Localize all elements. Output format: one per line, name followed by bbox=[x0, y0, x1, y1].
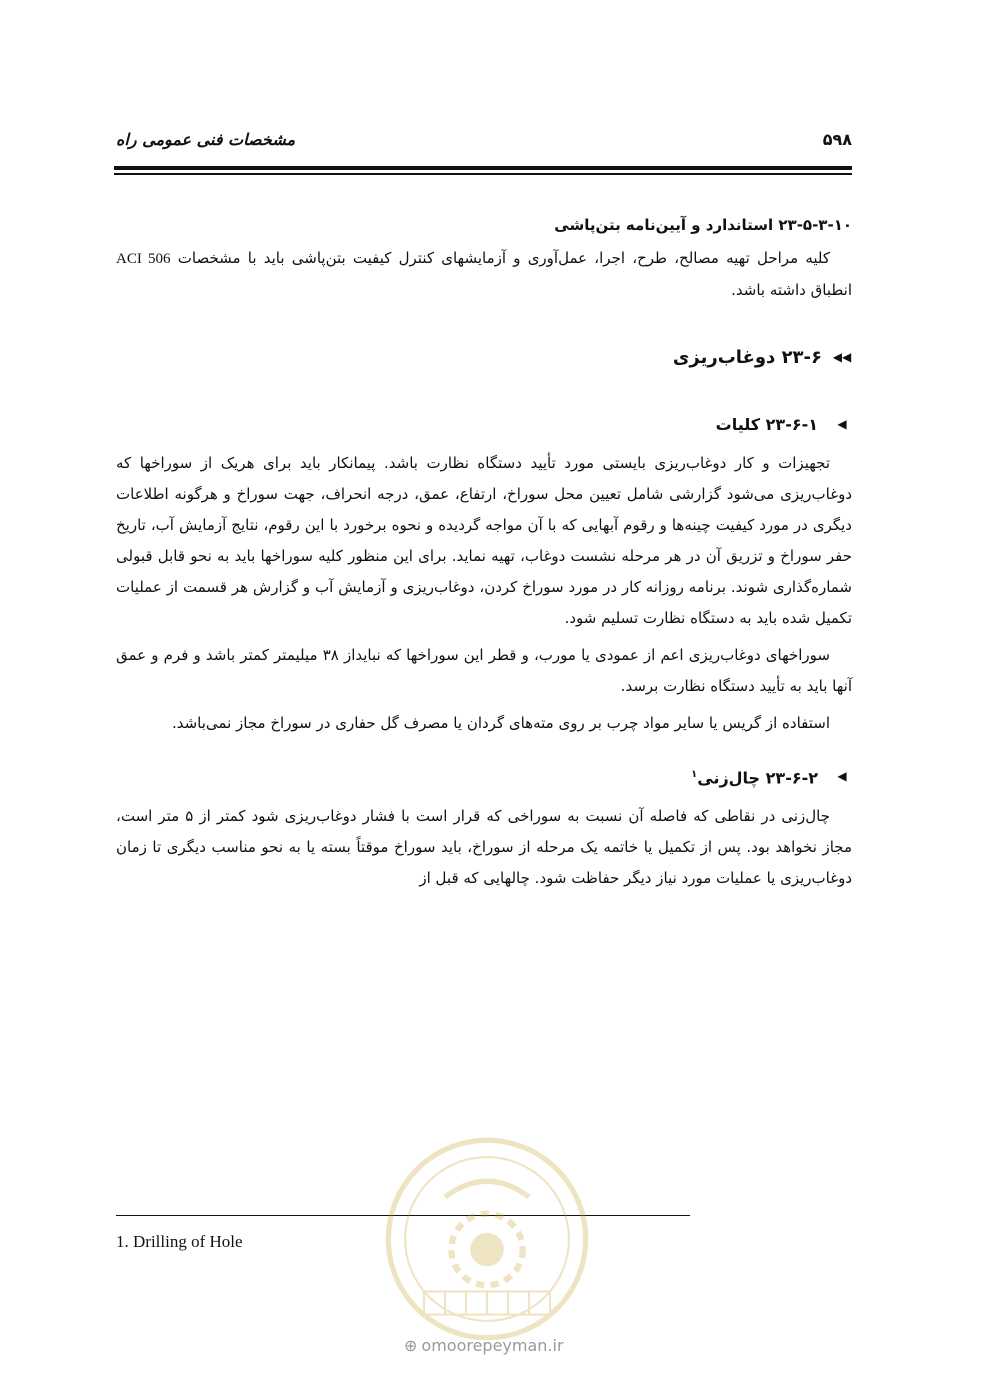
section-title: ۲۳-۶ دوغاب‌ریزی bbox=[672, 347, 822, 368]
double-arrow-icon: ◀◀ bbox=[832, 350, 852, 364]
standard-reference: ACI 506 bbox=[116, 251, 171, 267]
paragraph: سوراخهای دوغاب‌ریزی اعم از عمودی یا مورب، و قطر این سوراخها که نبایداز ۳۸ میلیمتر کمتر باشد و فرم و عمق آنها باید به تأیید دستگاه نظارت برسد. bbox=[116, 646, 852, 695]
section-heading-23-6 bbox=[116, 342, 852, 373]
globe-icon: ⊕ bbox=[404, 1336, 418, 1355]
page-number: ۵۹۸ bbox=[822, 130, 852, 149]
header-rule-thick bbox=[114, 166, 852, 170]
section-title bbox=[691, 759, 818, 793]
paragraph-shotcrete-standard bbox=[116, 243, 852, 306]
footnote-text: 1. Drilling of Hole bbox=[116, 1232, 243, 1251]
section-heading-23-6-1 bbox=[116, 409, 852, 440]
arrow-icon: ◀ bbox=[837, 417, 847, 431]
paragraph-text-start: کلیه مراحل تهیه مصالح، طرح، اجرا، عمل‌آوری و آزمایشهای کنترل کیفیت بتن‌پاشی باید با مشخصات bbox=[177, 249, 830, 267]
footnote-reference[interactable]: ۱ bbox=[691, 769, 698, 780]
paragraph: تجهیزات و کار دوغاب‌ریزی بایستی مورد تأیید دستگاه نظارت باشد. پیمانکار باید برای هریک از سوراخها که دوغاب‌ریزی می‌شود گزارشی شامل تعیین محل سوراخ، ارتفاع، عمق، درجه انحراف، جهت سوراخ و هرگونه اطلاعات دیگری در مورد کیفیت چینه‌ها و رقوم آبهایی که با آن مواجه گردیده و نحوه برخورد با این رقوم، نتایج آزمایش آب، تاریخ حفر سوراخ و تزریق آن در هر مرحله نشست دوغاب، تهیه نماید. برای این منظور کلیه سوراخها باید به نحو قابل قبولی شماره‌گذاری شوند. برنامه روزانه کار در مورد سوراخ کردن، دوغاب‌ریزی و آزمایش آب و گزارش هر قسمت از عملیات تکمیل شده باید به دستگاه نظارت تسلیم شود. bbox=[116, 454, 852, 627]
subsection-heading-23-5-3-10: ۲۳-۵-۳-۱۰ استاندارد و آیین‌نامه بتن‌پاشی bbox=[554, 216, 852, 234]
paragraph-text-end: انطباق داشته باشد. bbox=[731, 281, 852, 299]
paragraph: چال‌زنی در نقاطی که فاصله آن نسبت به سوراخی که قرار است با فشار دوغاب‌ریزی شود کمتر از ۵ متر است، مجاز نخواهد بود. پس از تکمیل یا خاتمه یک مرحله از سوراخ، باید سوراخ موقتاً بسته یا به نحو مناسب دیگری تا زمان دوغاب‌ریزی یا عملیات مورد نیاز دیگر حفاظت شود. چالهایی که قبل از bbox=[116, 807, 852, 888]
watermark-url bbox=[404, 1336, 564, 1355]
footnote-rule bbox=[116, 1215, 690, 1216]
section-title: ۲۳-۶-۱ کلیات bbox=[715, 415, 818, 434]
header-rule-thin bbox=[114, 173, 852, 175]
body-content bbox=[116, 210, 852, 900]
section-title-text: ۲۳-۶-۲ چال‌زنی bbox=[697, 768, 818, 788]
watermark-url-text: omoorepeyman.ir bbox=[421, 1336, 564, 1355]
arrow-icon: ◀ bbox=[837, 768, 847, 783]
watermark-seal-icon bbox=[382, 1134, 592, 1344]
paragraph: استفاده از گریس یا سایر مواد چرب بر روی مته‌های گردان یا مصرف گل حفاری در سوراخ مجاز نمی‌باشد. bbox=[171, 714, 830, 732]
section-heading-23-6-2 bbox=[116, 759, 852, 793]
running-header-title: مشخصات فنی عمومی راه bbox=[116, 130, 296, 149]
